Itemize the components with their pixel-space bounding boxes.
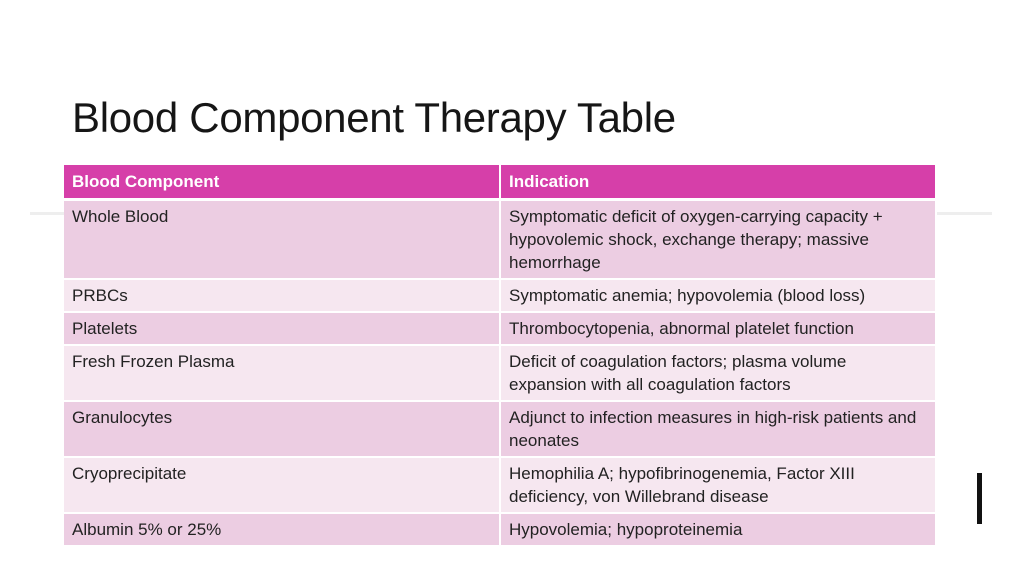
cell-indication: Adjunct to infection measures in high-risk patients and neonates bbox=[500, 401, 936, 457]
table-row bbox=[64, 345, 936, 401]
table-header-row bbox=[64, 165, 936, 200]
table-row bbox=[64, 279, 936, 312]
cell-component: Whole Blood bbox=[64, 200, 500, 280]
cell-indication: Symptomatic deficit of oxygen-carrying capacity + hypovolemic shock, exchange therapy; massive hemorrhage bbox=[500, 200, 936, 280]
cell-indication: Symptomatic anemia; hypovolemia (blood loss) bbox=[500, 279, 936, 312]
cell-component: Fresh Frozen Plasma bbox=[64, 345, 500, 401]
table-row bbox=[64, 200, 936, 280]
therapy-table bbox=[64, 165, 937, 547]
table-row bbox=[64, 401, 936, 457]
slide-title: Blood Component Therapy Table bbox=[72, 94, 676, 141]
cell-component: Albumin 5% or 25% bbox=[64, 513, 500, 546]
cell-indication: Thrombocytopenia, abnormal platelet function bbox=[500, 312, 936, 345]
cell-component: Granulocytes bbox=[64, 401, 500, 457]
table-row bbox=[64, 312, 936, 345]
cell-component: Cryoprecipitate bbox=[64, 457, 500, 513]
table-row bbox=[64, 457, 936, 513]
table-row bbox=[64, 513, 936, 546]
cell-component: Platelets bbox=[64, 312, 500, 345]
column-header-blood-component: Blood Component bbox=[64, 165, 500, 200]
cell-component: PRBCs bbox=[64, 279, 500, 312]
cell-indication: Hemophilia A; hypofibrinogenemia, Factor XIII deficiency, von Willebrand disease bbox=[500, 457, 936, 513]
cell-indication: Hypovolemia; hypoproteinemia bbox=[500, 513, 936, 546]
accent-bar bbox=[977, 473, 982, 524]
cell-indication: Deficit of coagulation factors; plasma volume expansion with all coagulation factors bbox=[500, 345, 936, 401]
column-header-indication: Indication bbox=[500, 165, 936, 200]
